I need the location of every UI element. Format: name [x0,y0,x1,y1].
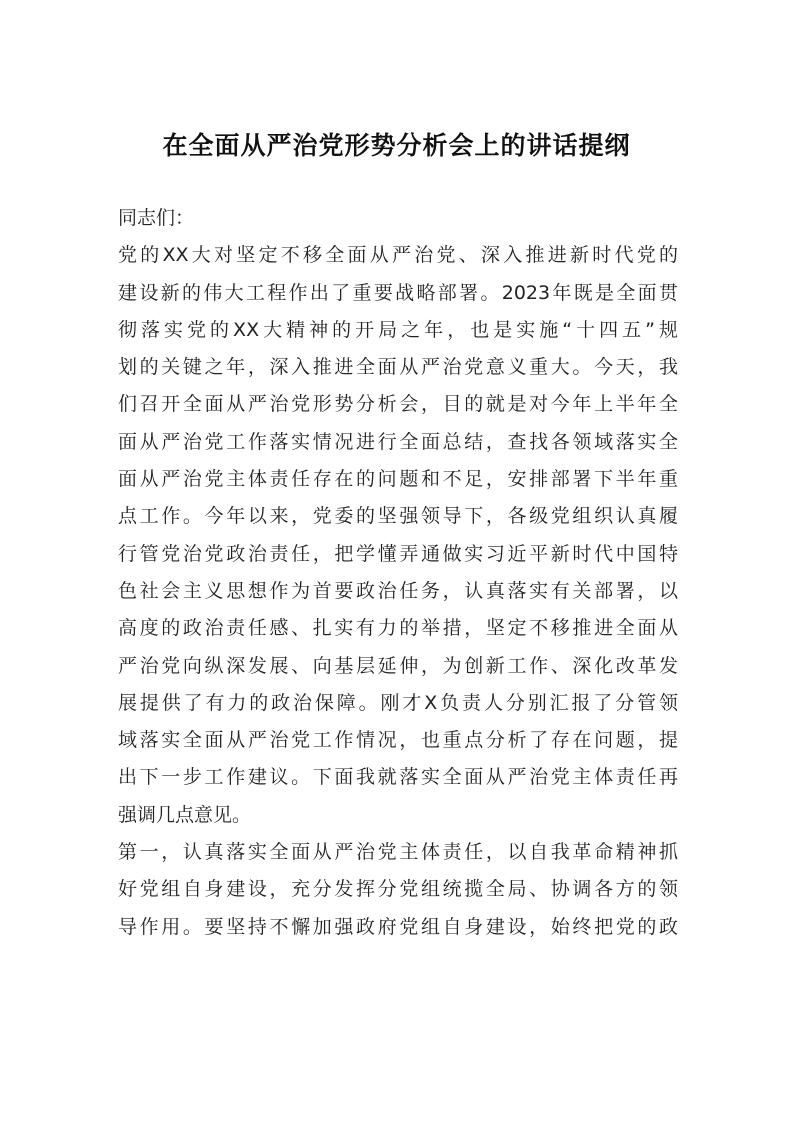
text-line: 导作用。要坚持不懈加强政府党组自身建设，始终把党的政 [118,915,678,938]
text-line: 划的关键之年，深入推进全面从严治党意义重大。今天，我 [118,356,678,379]
text-line: 好党组自身建设，充分发挥分党组统揽全局、协调各方的领 [118,878,678,901]
text-line: 们召开全面从严治党形势分析会，目的就是对今年上半年全 [118,393,678,416]
text-line: 严治党向纵深发展、向基层延伸，为创新工作、深化改革发 [118,654,678,677]
text-line: 点工作。今年以来，党委的坚强领导下，各级党组织认真履 [118,505,678,528]
text-line: 建设新的伟大工程作出了重要战略部署。2023年既是全面贯 [118,281,678,304]
text-line: 党的XX大对坚定不移全面从严治党、深入推进新时代党的 [118,244,678,267]
text-line: 色社会主义思想作为首要政治任务，认真落实有关部署，以 [118,579,678,602]
text-line: 彻落实党的XX大精神的开局之年，也是实施“十四五”规 [118,318,678,341]
text-line: 出下一步工作建议。下面我就落实全面从严治党主体责任再 [118,766,678,789]
paragraph-2 [118,834,678,946]
text-line: 强调几点意见。 [118,803,252,826]
text-line: 展提供了有力的政治保障。刚才X负责人分别汇报了分管领 [118,691,678,714]
greeting-line: 同志们： [118,207,195,229]
document-body [118,200,678,946]
text-line: 面从严治党主体责任存在的问题和不足，安排部署下半年重 [118,468,678,491]
text-line: 面从严治党工作落实情况进行全面总结，查找各领域落实全 [118,430,678,453]
text-line: 高度的政治责任感、扎实有力的举措，坚定不移推进全面从 [118,617,678,640]
text-line: 第一，认真落实全面从严治党主体责任，以自我革命精神抓 [118,841,678,864]
paragraph-1 [118,237,678,834]
document-title: 在全面从严治党形势分析会上的讲话提纲 [162,131,631,160]
text-line: 行管党治党政治责任，把学懂弄通做实习近平新时代中国特 [118,542,678,565]
text-line: 域落实全面从严治党工作情况，也重点分析了存在问题，提 [118,729,678,752]
